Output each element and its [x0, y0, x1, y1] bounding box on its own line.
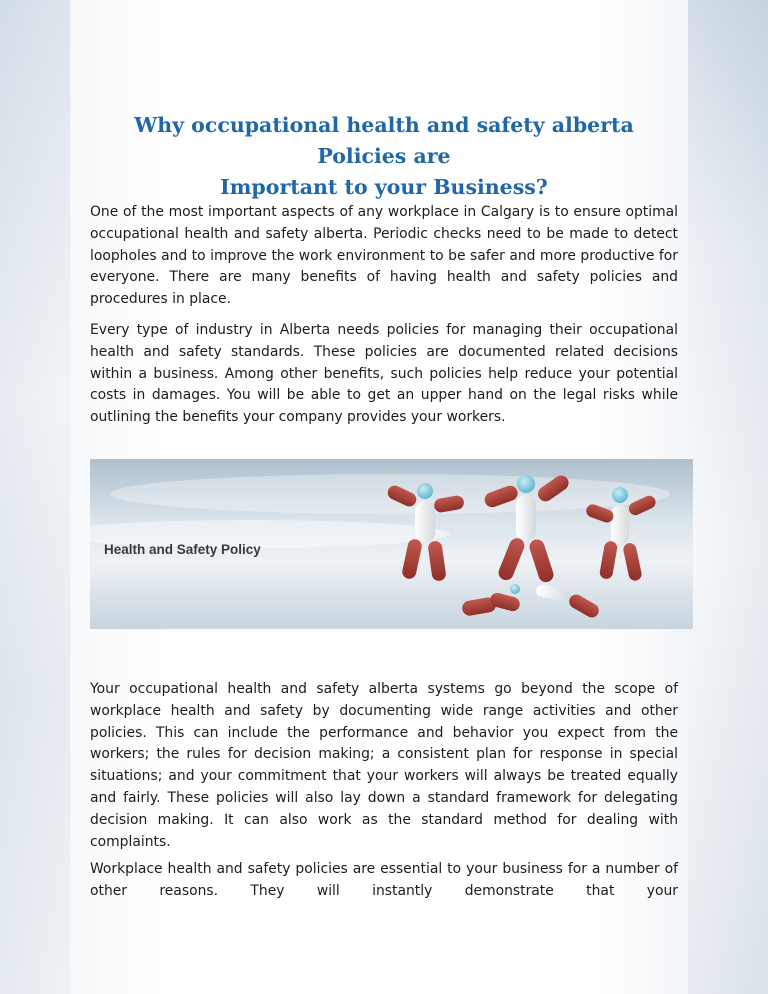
document-title [90, 110, 678, 203]
title-line-1: Why occupational health and safety alberta Policies are [134, 113, 634, 168]
page-background-right [688, 0, 768, 994]
paragraph-4: Workplace health and safety policies are essential to your business for a number of other reasons. They will instantly demonstrate that your [90, 861, 678, 899]
health-safety-policy-image [90, 459, 693, 629]
title-line-2: Important to your Business? [220, 175, 548, 199]
capsule-icon [461, 584, 601, 620]
image-caption: Health and Safety Policy [104, 542, 261, 557]
paragraph-3: Your occupational health and safety alberta systems go beyond the scope of workplace health and safety by documenting wide range activities and other policies. This can include the performance and behavior you expect from the workers; the rules for decision making; a consistent plan for response in special situations; and your commitment that your workers will always be treated equally and fairly. These policies will also lay down a standard framework for delegating decision making. It can also work as the standard method for dealing with complaints. [90, 681, 678, 850]
paragraph-1: One of the most important aspects of any workplace in Calgary is to ensure optimal occupational health and safety alberta. Periodic checks need to be made to detect loopholes and to improve the work environment to be safer and more productive for everyone. There are many benefits of having health and safety policies and procedures in place. [90, 204, 678, 308]
paragraph-2: Every type of industry in Alberta needs policies for managing their occupational health and safety standards. These policies are documented related decisions within a business. Among other benefits, such policies help reduce your potential costs in damages. You will be able to get an upper hand on the legal risks while outlining the benefits your company provides your workers. [90, 322, 678, 426]
page-background-left [0, 0, 70, 994]
